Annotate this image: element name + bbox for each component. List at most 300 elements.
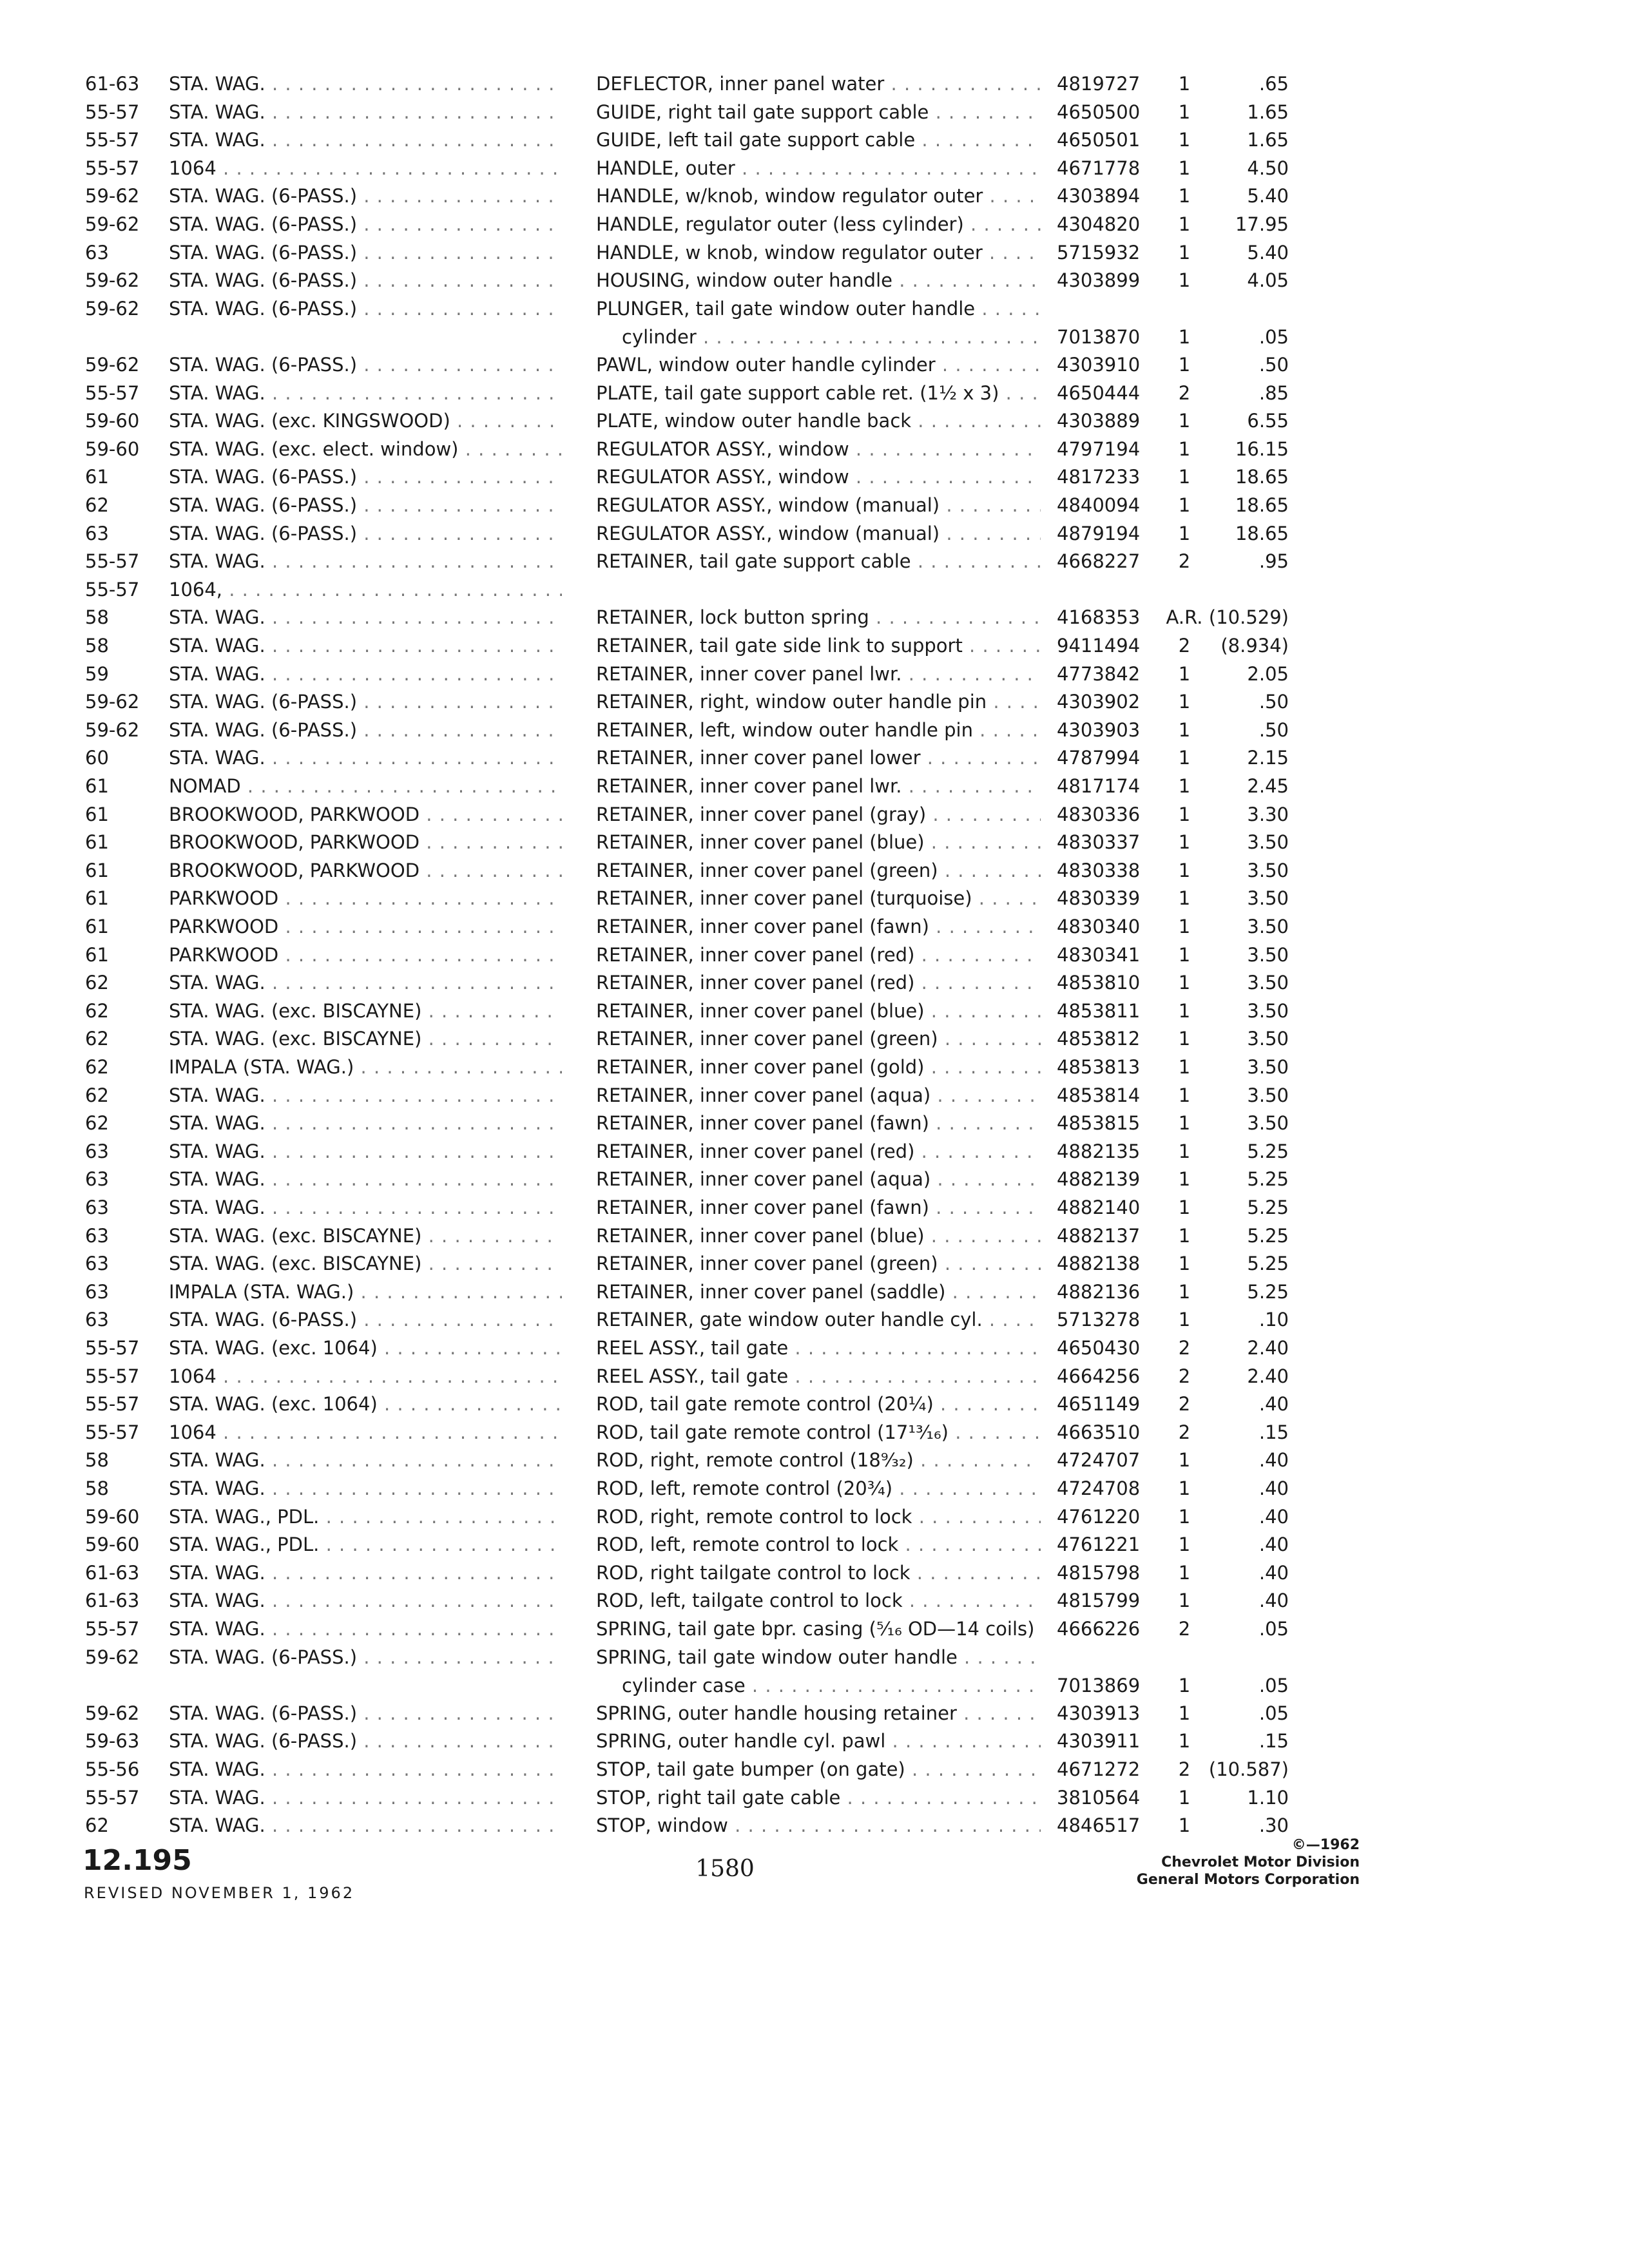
model-name: STA. WAG. (exc. BISCAYNE) . . . [169,1222,562,1250]
section-number: 12.195 [82,1844,192,1877]
model-name: BROOKWOOD, PARKWOOD . . . [169,800,562,829]
quantity: 1 [1178,354,1191,376]
model-year: 55-57 [85,381,140,404]
part-number: 4650430 [1057,1337,1141,1359]
part-description: RETAINER, inner cover panel (green) . . . [596,1249,1041,1278]
model-name: STA. WAG., PDL. . . . [169,1530,562,1559]
part-description: REEL ASSY., tail gate . . . [596,1362,1041,1390]
price: 1.10 [1247,1786,1289,1809]
part-description: RETAINER, gate window outer handle cyl. . . . [596,1305,1041,1334]
price: 3.50 [1247,916,1289,937]
part-number: 4815799 [1057,1590,1141,1612]
model-year: 61 [85,887,109,910]
quantity: 1 [1178,1702,1191,1724]
model-year: 59-63 [85,1730,140,1753]
parts-row [0,1305,1629,1334]
model-name: STA. WAG. . . . [169,1474,562,1503]
part-number: 4303910 [1057,354,1141,376]
part-description: STOP, window . . . [596,1811,1041,1840]
part-number: 4761221 [1057,1533,1141,1556]
parts-row [0,126,1629,154]
copyright-notice: ©—1962 [1291,1837,1360,1853]
parts-row [0,716,1629,744]
part-number: 4830339 [1057,887,1141,910]
parts-row [0,1390,1629,1418]
model-name: STA. WAG. . . . [169,1109,562,1137]
price: 5.25 [1247,1280,1289,1303]
part-description: RETAINER, inner cover panel (blue) . . . [596,997,1041,1025]
parts-row [0,912,1629,941]
part-description: RETAINER, inner cover panel (blue) . . . [596,828,1041,856]
parts-row [0,266,1629,294]
quantity: 1 [1178,213,1191,235]
part-number: 4303899 [1057,269,1141,292]
quantity: A.R. [1166,606,1203,629]
parts-row [0,1165,1629,1193]
parts-row [0,575,1629,604]
price: .05 [1258,325,1289,348]
model-year: 61 [85,943,109,966]
part-description: REGULATOR ASSY., window (manual) . . . [596,491,1041,519]
model-year: 60 [85,747,109,769]
price: 3.50 [1247,1056,1289,1078]
price: 3.50 [1247,831,1289,854]
model-name: STA. WAG. . . . [169,1783,562,1812]
part-description: GUIDE, right tail gate support cable . . . [596,98,1041,126]
model-year: 62 [85,1814,109,1837]
price: 1.65 [1247,129,1289,151]
model-year: 63 [85,1224,109,1247]
quantity: 1 [1178,803,1191,825]
parts-row [0,1783,1629,1812]
part-number: 4787994 [1057,747,1141,769]
part-description: HANDLE, outer . . . [596,154,1041,182]
model-name: STA. WAG. (6-PASS.) . . . [169,210,562,238]
model-year: 61 [85,916,109,937]
model-name: 1064 . . . [169,1418,562,1446]
quantity: 1 [1178,1224,1191,1247]
quantity: 1 [1178,775,1191,797]
part-number: 4303894 [1057,185,1141,207]
price: 5.40 [1247,185,1289,207]
model-year: 61-63 [85,1561,140,1584]
parts-row [0,660,1629,688]
quantity: 1 [1178,1196,1191,1218]
part-number: 4882136 [1057,1280,1141,1303]
price: 3.50 [1247,999,1289,1022]
model-year: 59-60 [85,410,140,432]
part-number: 4817174 [1057,775,1141,797]
price: 3.50 [1247,1112,1289,1135]
model-name: 1064 . . . [169,1362,562,1390]
model-year: 62 [85,494,109,516]
price: 3.50 [1247,1084,1289,1106]
model-year: 63 [85,1168,109,1191]
part-description: RETAINER, inner cover panel (turquoise) . . . [596,884,1041,912]
model-year: 55-57 [85,129,140,151]
parts-row [0,800,1629,829]
model-name: STA. WAG. . . . [169,1193,562,1222]
part-number: 4724707 [1057,1449,1141,1472]
part-number: 4882137 [1057,1224,1141,1247]
part-number: 9411494 [1057,635,1141,657]
price: 6.55 [1247,410,1289,432]
quantity: 1 [1178,662,1191,685]
model-name: STA. WAG. . . . [169,1755,562,1783]
model-name: STA. WAG. (exc. BISCAYNE) . . . [169,1024,562,1053]
part-description: RETAINER, inner cover panel (red) . . . [596,1137,1041,1166]
quantity: 1 [1178,916,1191,937]
model-name: STA. WAG. . . . [169,379,562,407]
model-name: STA. WAG. (6-PASS.) . . . [169,1727,562,1755]
price: .40 [1258,1449,1289,1472]
parts-row [0,1081,1629,1110]
parts-row [0,491,1629,519]
parts-row [0,1249,1629,1278]
quantity: 2 [1178,1337,1191,1359]
part-number: 4830340 [1057,916,1141,937]
model-name: STA. WAG. (exc. 1064) . . . [169,1334,562,1362]
model-name: STA. WAG. (6-PASS.) . . . [169,351,562,379]
price: (10.587) [1208,1758,1289,1780]
quantity: 1 [1178,1028,1191,1050]
model-year: 55-57 [85,1421,140,1443]
part-number: 4830341 [1057,943,1141,966]
model-name: STA. WAG. . . . [169,1165,562,1193]
price: 5.25 [1247,1168,1289,1191]
price: .10 [1258,1309,1289,1331]
model-year: 63 [85,1196,109,1218]
model-name: BROOKWOOD, PARKWOOD . . . [169,828,562,856]
model-year: 58 [85,1449,109,1472]
part-description: RETAINER, tail gate support cable . . . [596,547,1041,575]
part-number: 4650444 [1057,381,1141,404]
parts-row [0,1137,1629,1166]
part-number: 4797194 [1057,437,1141,460]
model-name: STA. WAG. (exc. 1064) . . . [169,1390,562,1418]
parts-row [0,1615,1629,1643]
quantity: 1 [1178,1280,1191,1303]
part-description: ROD, right, remote control to lock . . . [596,1503,1041,1531]
parts-row [0,744,1629,772]
part-description: RETAINER, inner cover panel (green) . . . [596,856,1041,885]
model-name: STA. WAG. . . . [169,660,562,688]
part-number: 5713278 [1057,1309,1141,1331]
part-description: ROD, left, tailgate control to lock . . . [596,1586,1041,1615]
parts-row [0,828,1629,856]
part-number: 4304820 [1057,213,1141,235]
part-description: HOUSING, window outer handle . . . [596,266,1041,294]
model-name: STA. WAG., PDL. . . . [169,1503,562,1531]
part-number: 4879194 [1057,522,1141,544]
model-year: 62 [85,1028,109,1050]
price: .15 [1258,1421,1289,1443]
parts-row [0,1418,1629,1446]
model-name: STA. WAG. . . . [169,744,562,772]
part-number: 3810564 [1057,1786,1141,1809]
model-name: IMPALA (STA. WAG.) . . . [169,1053,562,1081]
part-number: 4303902 [1057,691,1141,713]
quantity: 1 [1178,1730,1191,1753]
model-year: 61 [85,775,109,797]
part-description: RETAINER, inner cover panel (fawn) . . . [596,1193,1041,1222]
quantity: 1 [1178,494,1191,516]
quantity: 2 [1178,1618,1191,1640]
quantity: 1 [1178,73,1191,95]
model-year: 58 [85,635,109,657]
parts-row [0,1193,1629,1222]
parts-row [0,1811,1629,1840]
model-name: 1064, . . . [169,575,562,604]
part-number: 4853815 [1057,1112,1141,1135]
part-description: STOP, tail gate bumper (on gate) . . . [596,1755,1041,1783]
parts-row [0,182,1629,210]
part-number: 4830338 [1057,859,1141,881]
parts-row [0,1530,1629,1559]
part-description: PLATE, tail gate support cable ret. (1½ x 3) . . . [596,379,1041,407]
parts-row [0,547,1629,575]
part-number: 4882135 [1057,1140,1141,1162]
model-year: 63 [85,1253,109,1275]
quantity: 1 [1178,1140,1191,1162]
part-description: SPRING, outer handle housing retainer . . . [596,1699,1041,1727]
price: 2.05 [1247,662,1289,685]
model-year: 55-57 [85,1786,140,1809]
part-number: 4671272 [1057,1758,1141,1780]
quantity: 1 [1178,185,1191,207]
part-description: RETAINER, lock button spring . . . [596,603,1041,631]
quantity: 1 [1178,1449,1191,1472]
parts-row [0,941,1629,969]
part-description: HANDLE, w knob, window regulator outer . . . [596,238,1041,267]
model-name: STA. WAG. (6-PASS.) . . . [169,716,562,744]
quantity: 2 [1178,1393,1191,1416]
quantity: 1 [1178,943,1191,966]
price: .40 [1258,1590,1289,1612]
model-year: 63 [85,522,109,544]
parts-row [0,1643,1629,1696]
quantity: 1 [1178,718,1191,741]
part-number: 4882140 [1057,1196,1141,1218]
model-name: STA. WAG. . . . [169,70,562,98]
parts-row [0,70,1629,98]
parts-row [0,519,1629,548]
model-name: STA. WAG. . . . [169,1137,562,1166]
part-description: PLATE, window outer handle back . . . [596,407,1041,435]
part-number: 4724708 [1057,1477,1141,1499]
quantity: 2 [1178,1758,1191,1780]
model-year: 55-57 [85,1365,140,1387]
model-name: STA. WAG. . . . [169,1081,562,1110]
part-description: RETAINER, inner cover panel (blue) . . . [596,1222,1041,1250]
price: 3.50 [1247,887,1289,910]
part-description: DEFLECTOR, inner panel water . . . [596,70,1041,98]
model-year: 59-62 [85,297,140,320]
model-year: 55-57 [85,1393,140,1416]
part-number: 4819727 [1057,73,1141,95]
parts-row [0,1755,1629,1783]
price: 5.25 [1247,1253,1289,1275]
part-description: RETAINER, inner cover panel (green) . . . [596,1024,1041,1053]
model-year: 63 [85,241,109,264]
parts-row [0,631,1629,660]
model-year: 59-62 [85,1646,140,1668]
part-description: RETAINER, inner cover panel (red) . . . [596,968,1041,997]
price: .50 [1258,354,1289,376]
model-name: STA. WAG. (6-PASS.) . . . [169,1643,562,1671]
model-year: 59 [85,662,109,685]
price: 3.50 [1247,1028,1289,1050]
model-name: STA. WAG. (6-PASS.) . . . [169,238,562,267]
part-description: HANDLE, w/knob, window regulator outer . . . [596,182,1041,210]
quantity: 1 [1178,129,1191,151]
parts-row [0,603,1629,631]
model-year: 59-60 [85,437,140,460]
model-name: STA. WAG. . . . [169,968,562,997]
model-year: 58 [85,606,109,629]
model-year: 63 [85,1280,109,1303]
part-number: 4830336 [1057,803,1141,825]
parts-row [0,1586,1629,1615]
quantity: 1 [1178,972,1191,994]
part-number: 4650501 [1057,129,1141,151]
price: 4.05 [1247,269,1289,292]
model-year: 55-57 [85,578,140,601]
part-description: ROD, left, remote control (20¾) . . . [596,1474,1041,1503]
model-year: 59-62 [85,269,140,292]
parts-row [0,1727,1629,1755]
price: 3.50 [1247,859,1289,881]
price: .40 [1258,1477,1289,1499]
quantity: 2 [1178,635,1191,657]
parts-row [0,210,1629,238]
quantity: 1 [1178,831,1191,854]
parts-row [0,379,1629,407]
parts-row [0,1024,1629,1053]
part-number: 4853814 [1057,1084,1141,1106]
quantity: 1 [1178,1253,1191,1275]
quantity: 1 [1178,1814,1191,1837]
price: 2.40 [1247,1365,1289,1387]
price: 18.65 [1235,466,1289,488]
division-name: Chevrolet Motor Division [1161,1854,1360,1870]
part-number: 4853813 [1057,1056,1141,1078]
model-name: 1064 . . . [169,154,562,182]
price: 2.15 [1247,747,1289,769]
model-name: STA. WAG. (6-PASS.) . . . [169,491,562,519]
part-description: RETAINER, inner cover panel (red) . . . [596,941,1041,969]
price: 2.45 [1247,775,1289,797]
parts-row [0,1559,1629,1587]
part-description: REGULATOR ASSY., window . . . [596,463,1041,491]
quantity: 1 [1178,241,1191,264]
part-description: RETAINER, right, window outer handle pin . . . [596,687,1041,716]
model-year: 61 [85,803,109,825]
part-number: 4853812 [1057,1028,1141,1050]
price: .65 [1258,73,1289,95]
model-name: STA. WAG. (exc. BISCAYNE) . . . [169,997,562,1025]
price: 3.30 [1247,803,1289,825]
part-description: ROD, right, remote control (18⁹⁄₃₂) . . . [596,1446,1041,1474]
model-year: 55-57 [85,157,140,179]
part-description: STOP, right tail gate cable . . . [596,1783,1041,1812]
part-description: ROD, tail gate remote control (20¼) . . . [596,1390,1041,1418]
part-number: 4761220 [1057,1505,1141,1528]
model-name: STA. WAG. . . . [169,1446,562,1474]
model-year: 59-62 [85,354,140,376]
model-year: 62 [85,1112,109,1135]
model-name: STA. WAG. . . . [169,631,562,660]
quantity: 1 [1178,691,1191,713]
model-name: STA. WAG. (6-PASS.) . . . [169,182,562,210]
part-number: 7013870 [1057,325,1141,348]
parts-row [0,1446,1629,1474]
price: .05 [1258,1674,1289,1696]
part-description: RETAINER, inner cover panel lwr. . . . [596,660,1041,688]
part-number: 4168353 [1057,606,1141,629]
quantity: 1 [1178,1674,1191,1696]
parts-row [0,463,1629,491]
price: 1.65 [1247,101,1289,123]
price: 17.95 [1235,213,1289,235]
parts-row [0,1222,1629,1250]
quantity: 1 [1178,1056,1191,1078]
part-description-continued: cylinder . . . [622,323,1041,351]
model-year: 58 [85,1477,109,1499]
model-name: STA. WAG. . . . [169,1559,562,1587]
parts-row [0,1699,1629,1727]
price: .30 [1258,1814,1289,1837]
part-description: RETAINER, inner cover panel lower . . . [596,744,1041,772]
part-description: RETAINER, inner cover panel (gray) . . . [596,800,1041,829]
part-number: 4666226 [1057,1618,1141,1640]
model-year: 55-56 [85,1758,140,1780]
model-year: 59-62 [85,691,140,713]
part-number: 7013869 [1057,1674,1141,1696]
model-name: STA. WAG. (6-PASS.) . . . [169,463,562,491]
part-description: SPRING, tail gate bpr. casing (⁵⁄₁₆ OD—14 coils) . . . [596,1615,1041,1643]
parts-row [0,772,1629,800]
quantity: 1 [1178,1477,1191,1499]
model-year: 59-62 [85,1702,140,1724]
model-name: STA. WAG. . . . [169,603,562,631]
quantity: 1 [1178,1561,1191,1584]
part-number: 4668227 [1057,550,1141,573]
quantity: 1 [1178,1786,1191,1809]
part-number: 4846517 [1057,1814,1141,1837]
model-name: STA. WAG. . . . [169,1615,562,1643]
price: .40 [1258,1393,1289,1416]
model-name: STA. WAG. (6-PASS.) . . . [169,519,562,548]
quantity: 1 [1178,1112,1191,1135]
part-description: RETAINER, inner cover panel (aqua) . . . [596,1081,1041,1110]
publisher-block [1095,1836,1360,1888]
price: 5.25 [1247,1140,1289,1162]
model-name: STA. WAG. (6-PASS.) . . . [169,294,562,323]
model-name: IMPALA (STA. WAG.) . . . [169,1278,562,1306]
part-number: 4773842 [1057,662,1141,685]
part-number: 4663510 [1057,1421,1141,1443]
part-description: RETAINER, inner cover panel lwr. . . . [596,772,1041,800]
parts-row [0,687,1629,716]
quantity: 1 [1178,747,1191,769]
part-description: REGULATOR ASSY., window . . . [596,435,1041,463]
model-name: STA. WAG. . . . [169,126,562,154]
parts-row [0,1053,1629,1081]
model-year: 62 [85,972,109,994]
price: 3.50 [1247,943,1289,966]
part-number: 4853811 [1057,999,1141,1022]
